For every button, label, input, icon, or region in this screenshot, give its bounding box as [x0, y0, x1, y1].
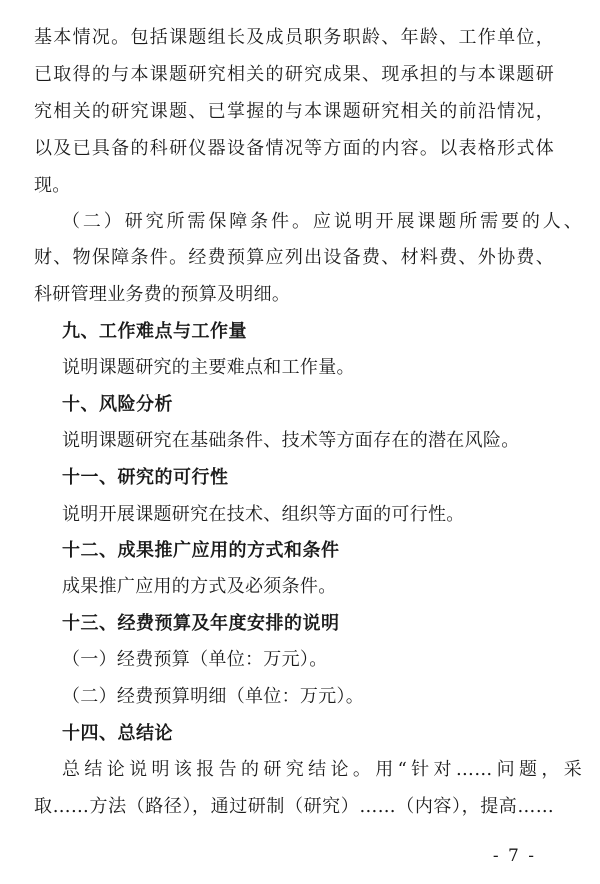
subsection-paragraph-line: （二）研究所需保障条件。应说明开展课题所需要的人、: [62, 211, 582, 232]
section-body-line: 总结论说明该报告的研究结论。用“针对……问题，采: [62, 759, 582, 780]
section-body-line: 成果推广应用的方式及必须条件。: [62, 576, 337, 597]
section-body-line: （一）经费预算（单位：万元）。: [62, 649, 328, 670]
body-text-line: 现。: [34, 175, 71, 196]
body-text-line: 究相关的研究课题、已掌握的与本课题研究相关的前沿情况，: [34, 101, 554, 122]
body-text-line: 已取得的与本课题研究相关的研究成果、现承担的与本课题研: [34, 64, 554, 85]
body-text-line: 以及已具备的科研仪器设备情况等方面的内容。以表格形式体: [34, 138, 554, 159]
section-heading: 十二、成果推广应用的方式和条件: [62, 540, 340, 561]
body-text-line: 科研管理业务费的预算及明细。: [34, 284, 291, 305]
section-heading: 九、工作难点与工作量: [62, 321, 247, 342]
section-body-line: 说明课题研究在基础条件、技术等方面存在的潜在风险。: [62, 430, 520, 451]
body-text-line: 取……方法（路径），通过研制（研究）……（内容），提高……: [34, 796, 554, 817]
page-number: - 7 -: [492, 846, 536, 866]
section-body-line: （二）经费预算明细（单位：万元）。: [62, 686, 365, 707]
section-body-line: 说明课题研究的主要难点和工作量。: [62, 357, 355, 378]
section-heading: 十四、总结论: [62, 723, 173, 744]
section-body-line: 说明开展课题研究在技术、组织等方面的可行性。: [62, 504, 465, 525]
section-heading: 十、风险分析: [62, 394, 173, 415]
section-heading: 十三、经费预算及年度安排的说明: [62, 613, 340, 634]
section-heading: 十一、研究的可行性: [62, 467, 229, 488]
body-text-line: 基本情况。包括课题组长及成员职务职龄、年龄、工作单位，: [34, 27, 554, 48]
body-text-line: 财、物保障条件。经费预算应列出设备费、材料费、外协费、: [34, 247, 554, 268]
